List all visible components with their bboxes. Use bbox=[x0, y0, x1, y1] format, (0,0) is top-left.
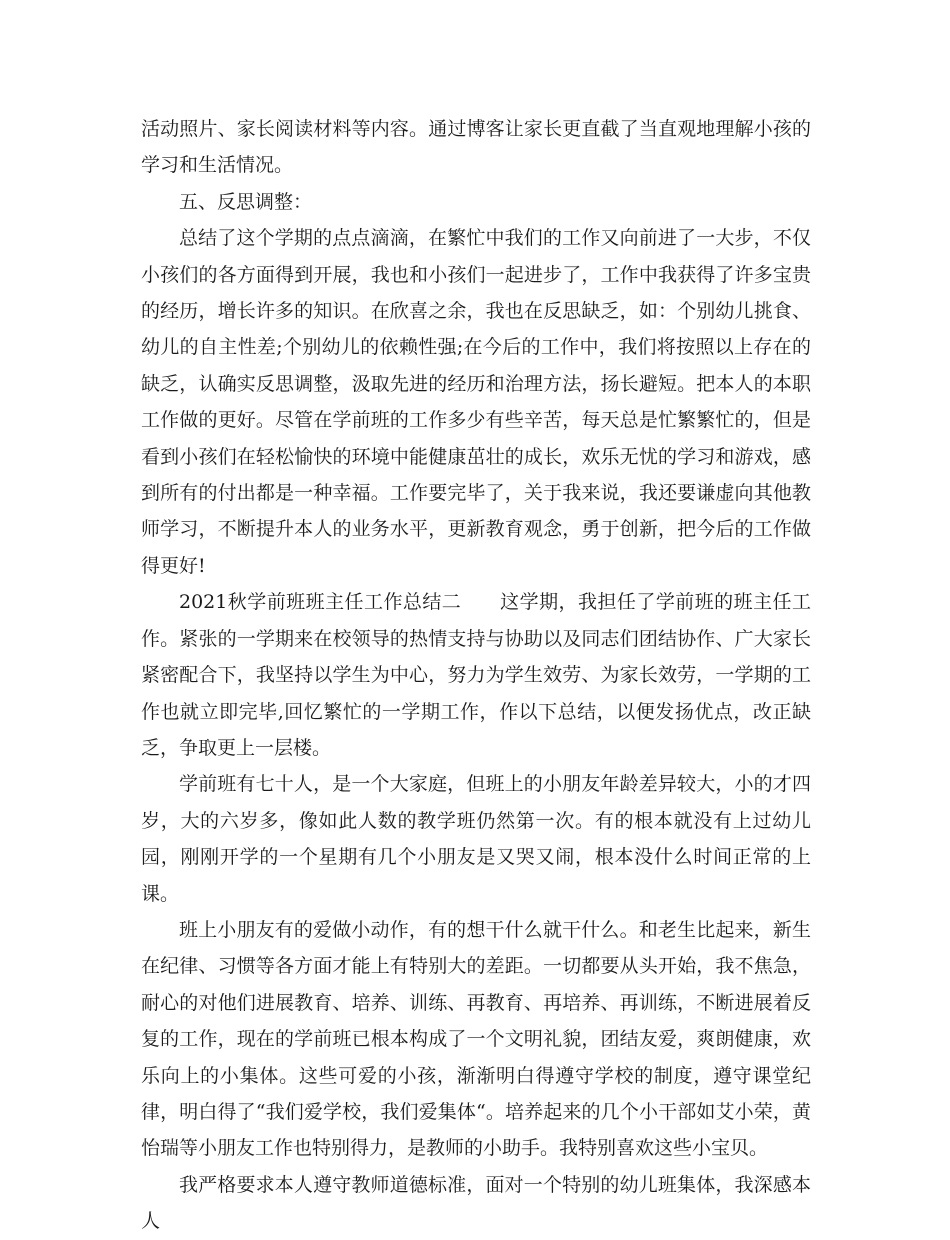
paragraph-class-size: 学前班有七十人，是一个大家庭，但班上的小朋友年龄差异较大，小的才四岁，大的六岁多，像如此人数的教学班仍然第一次。有的根本就没有上过幼儿园，刚刚开学的一个星期有几个小朋友是又哭又闹，根本没什么时间正常的上课。 bbox=[141, 773, 811, 905]
paragraph-report-two-intro: 2021秋学前班班主任工作总结二 这学期，我担任了学前班的班主任工作。紧张的一学期来在校领导的热情支持与协助以及同志们团结协作、广大家长紧密配合下，我坚持以学生为中心，努力为学生效劳、为家长效劳，一学期的工作也就立即完毕,回忆繁忙的一学期工作，作以下总结，以便发扬优点，改正缺乏，争取更上一层楼。 bbox=[141, 591, 811, 759]
document-page bbox=[141, 111, 811, 1240]
section-heading-reflection: 五、反思调整： bbox=[179, 190, 313, 213]
paragraph-discipline: 班上小朋友有的爱做小动作，有的想干什么就干什么。和老生比起来，新生在纪律、习惯等各方面才能上有特别大的差距。一切都要从头开始，我不焦急，耐心的对他们进展教育、培养、训练、再教育、再培养、再训练，不断进展着反复的工作，现在的学前班已根本构成了一个文明礼貌，团结友爱，爽朗健康，欢乐向上的小集体。这些可爱的小孩，渐渐明白得遵守学校的制度，遵守课堂纪律，明白得了“我们爱学校，我们爱集体“。培养起来的几个小干部如艾小荣，黄怡瑞等小朋友工作也特别得力，是教师的小助手。我特别喜欢这些小宝贝。 bbox=[141, 918, 811, 1160]
paragraph-continuation: 活动照片、家长阅读材料等内容。通过博客让家长更直截了当直观地理解小孩的学习和生活情况。 bbox=[141, 118, 811, 177]
paragraph-summary: 总结了这个学期的点点滴滴，在繁忙中我们的工作又向前进了一大步，不仅小孩们的各方面得到开展，我也和小孩们一起进步了，工作中我获得了许多宝贵的经历，增长许多的知识。在欣喜之余，我也在反思缺乏，如：个别幼儿挑食、幼儿的自主性差;个别幼儿的依赖性强;在今后的工作中，我们将按照以上存在的缺乏，认确实反思调整，汲取先进的经历和治理方法，扬长避短。把本人的本职工作做的更好。尽管在学前班的工作多少有些辛苦，每天总是忙繁繁忙的，但是看到小孩们在轻松愉快的环境中能健康茁壮的成长，欢乐无忧的学习和游戏，感到所有的付出都是一种幸福。工作要完毕了，关于我来说，我还要谦虚向其他教师学习，不断提升本人的业务水平，更新教育观念，勇于创新，把今后的工作做得更好! bbox=[141, 227, 811, 577]
paragraph-ethics: 我严格要求本人遵守教师道德标准，面对一个特别的幼儿班集体，我深感本人 bbox=[141, 1173, 811, 1233]
